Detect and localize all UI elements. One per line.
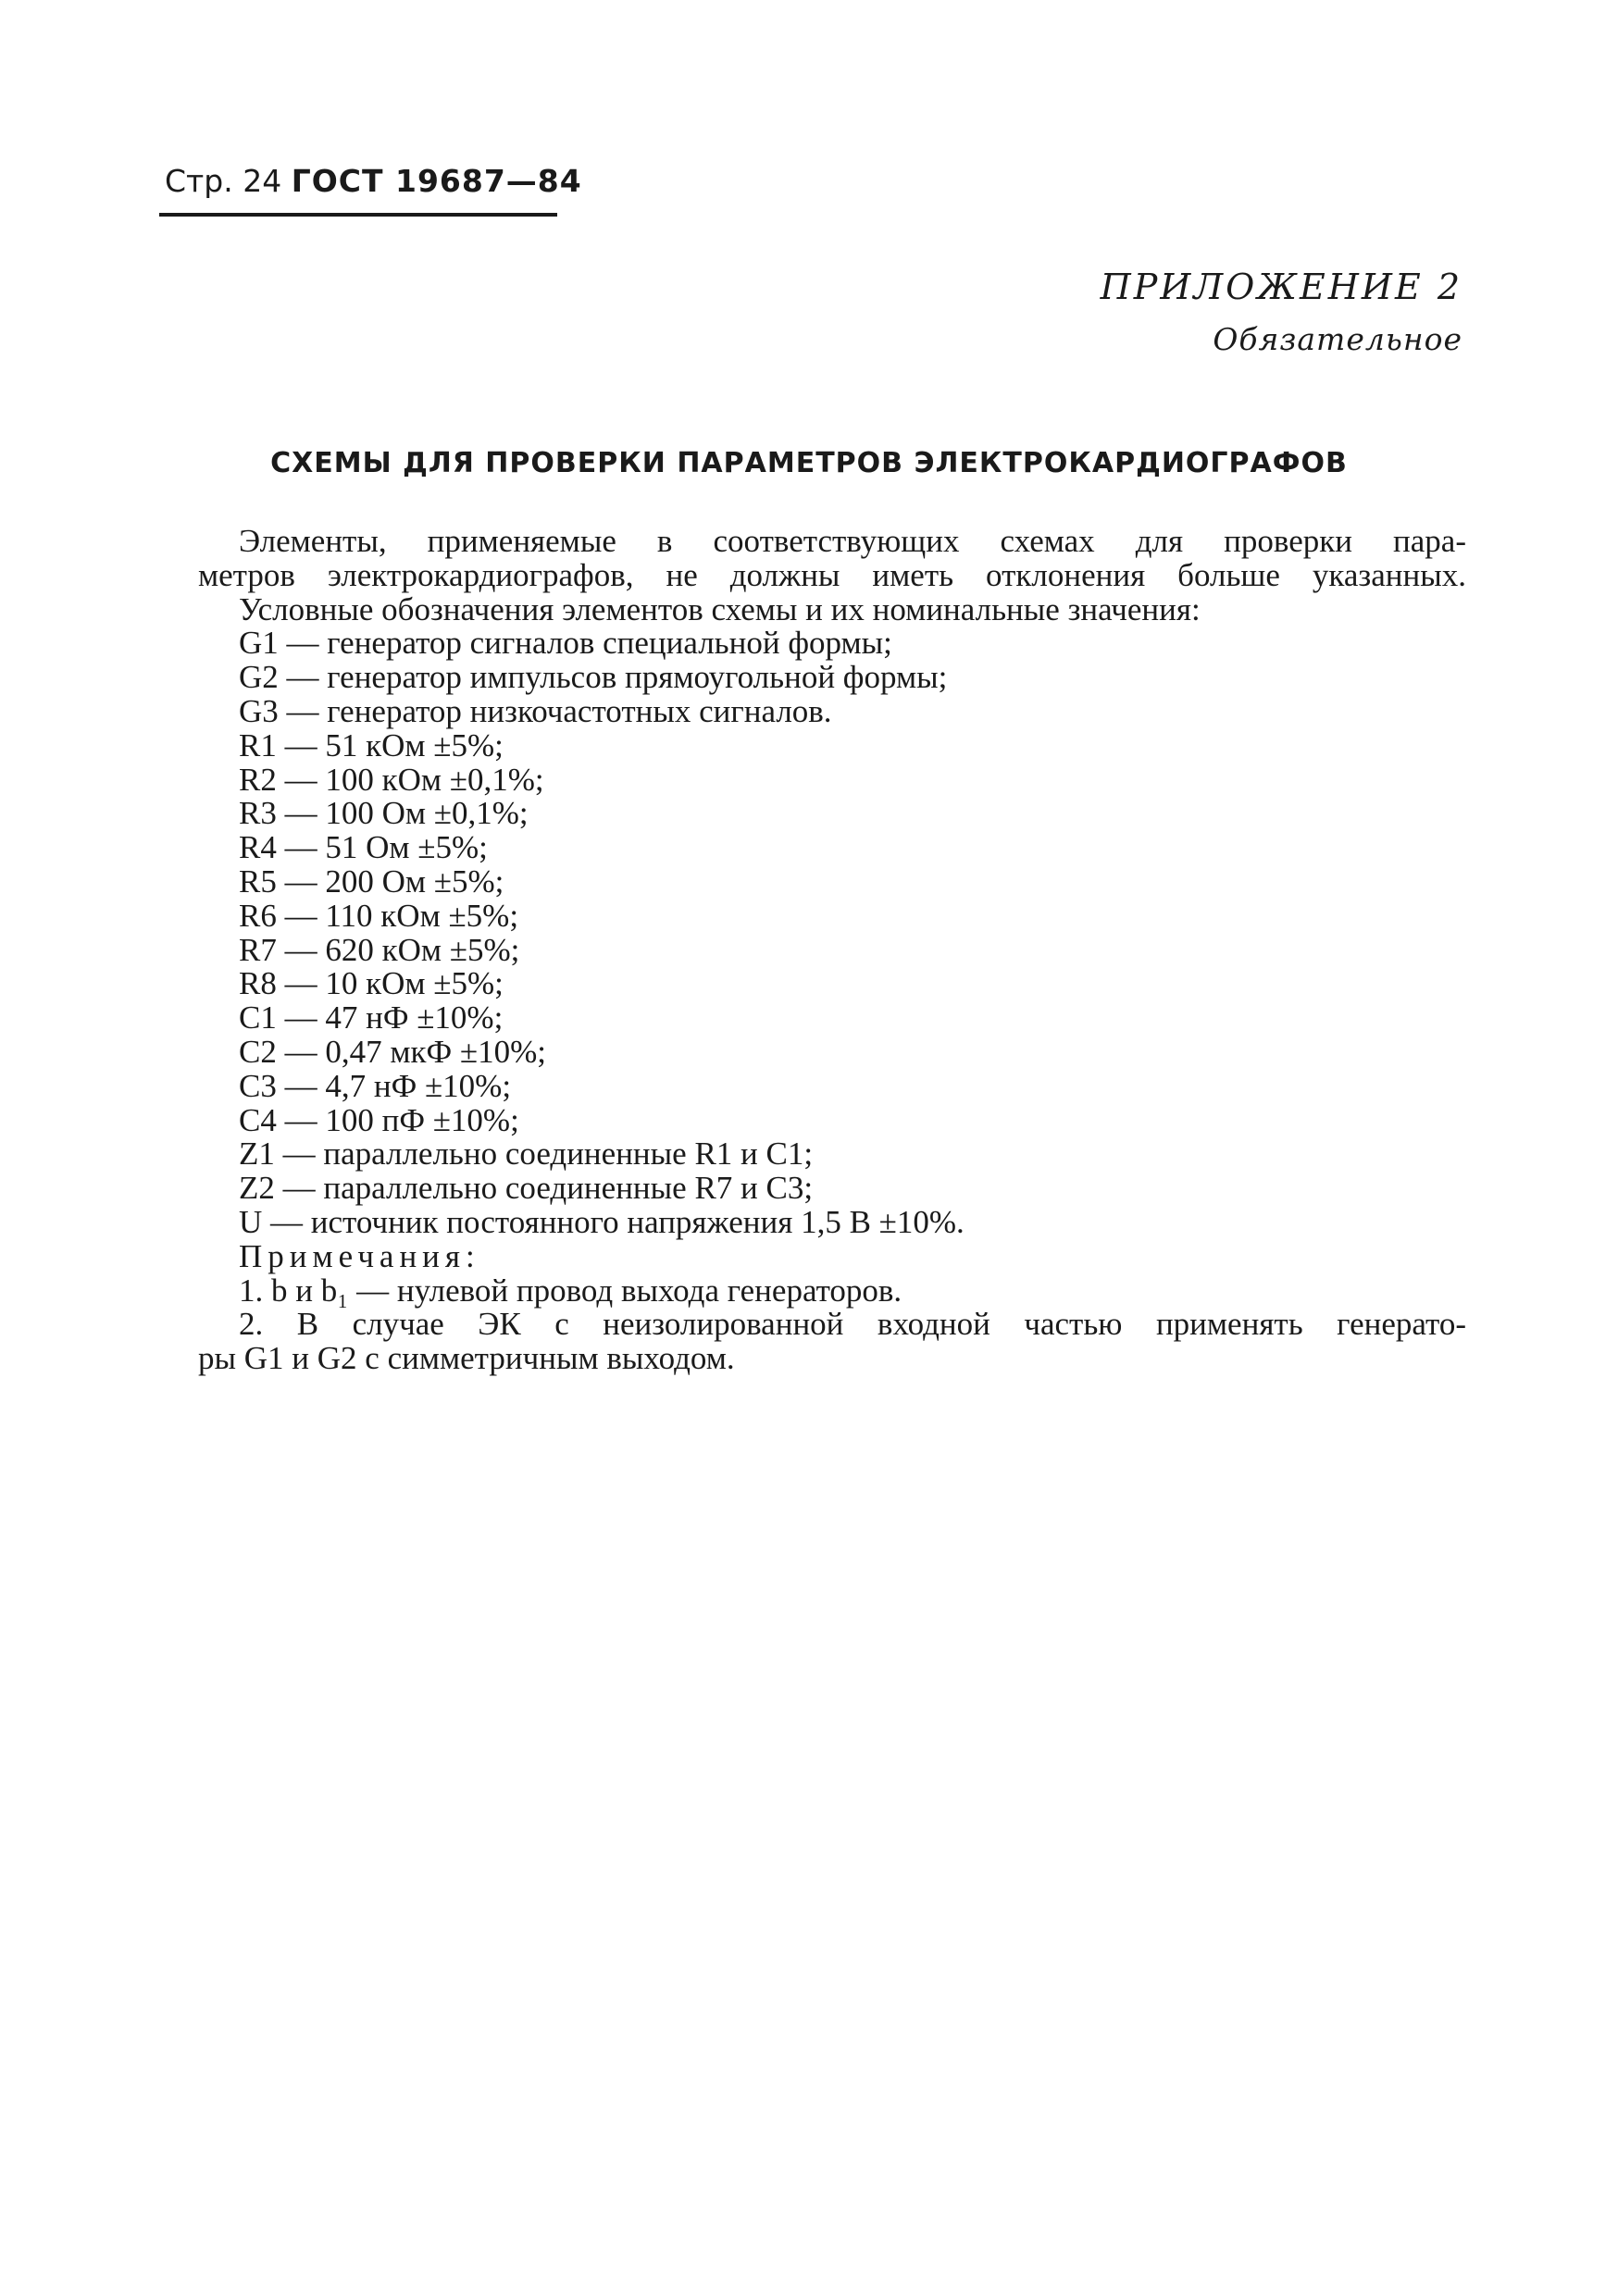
intro-line-1: Элементы, применяемые в соответствующих схемах для проверки пара- [239, 523, 1466, 559]
running-header [165, 163, 582, 199]
element-item: R4 — 51 Ом ±5%; [239, 829, 488, 866]
element-item: R6 — 110 кОм ±5%; [239, 897, 519, 934]
note-2-line-2: ры G1 и G2 с симметричным выходом. [198, 1340, 735, 1377]
element-item: C4 — 100 пФ ±10%; [239, 1101, 519, 1138]
header-rule [159, 213, 557, 217]
standard-number: ГОСТ 19687—84 [291, 163, 582, 199]
section-title: СХЕМЫ ДЛЯ ПРОВЕРКИ ПАРАМЕТРОВ ЭЛЕКТРОКАРДИОГРАФОВ [270, 447, 1348, 479]
element-item: G1 — генератор сигналов специальной формы; [239, 625, 892, 662]
appendix-block [1101, 259, 1462, 365]
element-item: C2 — 0,47 мкФ ±10%; [239, 1033, 546, 1070]
element-item: C1 — 47 нФ ±10%; [239, 999, 504, 1036]
intro-line-2: метров электрокардиографов, не должны иметь отклонения больше указанных. [198, 556, 1466, 593]
element-item: G3 — генератор низкочастотных сигналов. [239, 692, 832, 729]
appendix-subtitle: Обязательное [1213, 321, 1462, 357]
note-2-line-1: 2. В случае ЭК с неизолированной входной частью применять генерато- [239, 1306, 1466, 1343]
element-item: R5 — 200 Ом ±5%; [239, 863, 504, 900]
element-item: R8 — 10 кОм ±5%; [239, 965, 504, 1002]
element-item: R2 — 100 кОм ±0,1%; [239, 761, 544, 798]
element-item: U — источник постоянного напряжения 1,5 В ±10%. [239, 1203, 965, 1240]
note-1: 1. b и b₁ — нулевой провод выхода генераторов. [239, 1272, 902, 1309]
element-item: G2 — генератор импульсов прямоугольной формы; [239, 659, 948, 696]
appendix-title: ПРИЛОЖЕНИЕ 2 [1100, 267, 1462, 307]
element-item: Z2 — параллельно соединенные R7 и C3; [239, 1170, 814, 1207]
legend-intro: Условные обозначения элементов схемы и их номинальные значения: [239, 590, 1201, 627]
element-item: R3 — 100 Ом ±0,1%; [239, 795, 529, 832]
page-number: Стр. 24 [165, 163, 282, 199]
element-item: Z1 — параллельно соединенные R1 и C1; [239, 1136, 814, 1173]
element-list [198, 627, 1466, 1239]
element-item: R1 — 51 кОм ±5%; [239, 726, 504, 763]
notes-heading: Примечания: [239, 1237, 480, 1274]
element-item: C3 — 4,7 нФ ±10%; [239, 1067, 512, 1104]
body-text [198, 525, 1466, 1376]
element-item: R7 — 620 кОм ±5%; [239, 931, 520, 968]
